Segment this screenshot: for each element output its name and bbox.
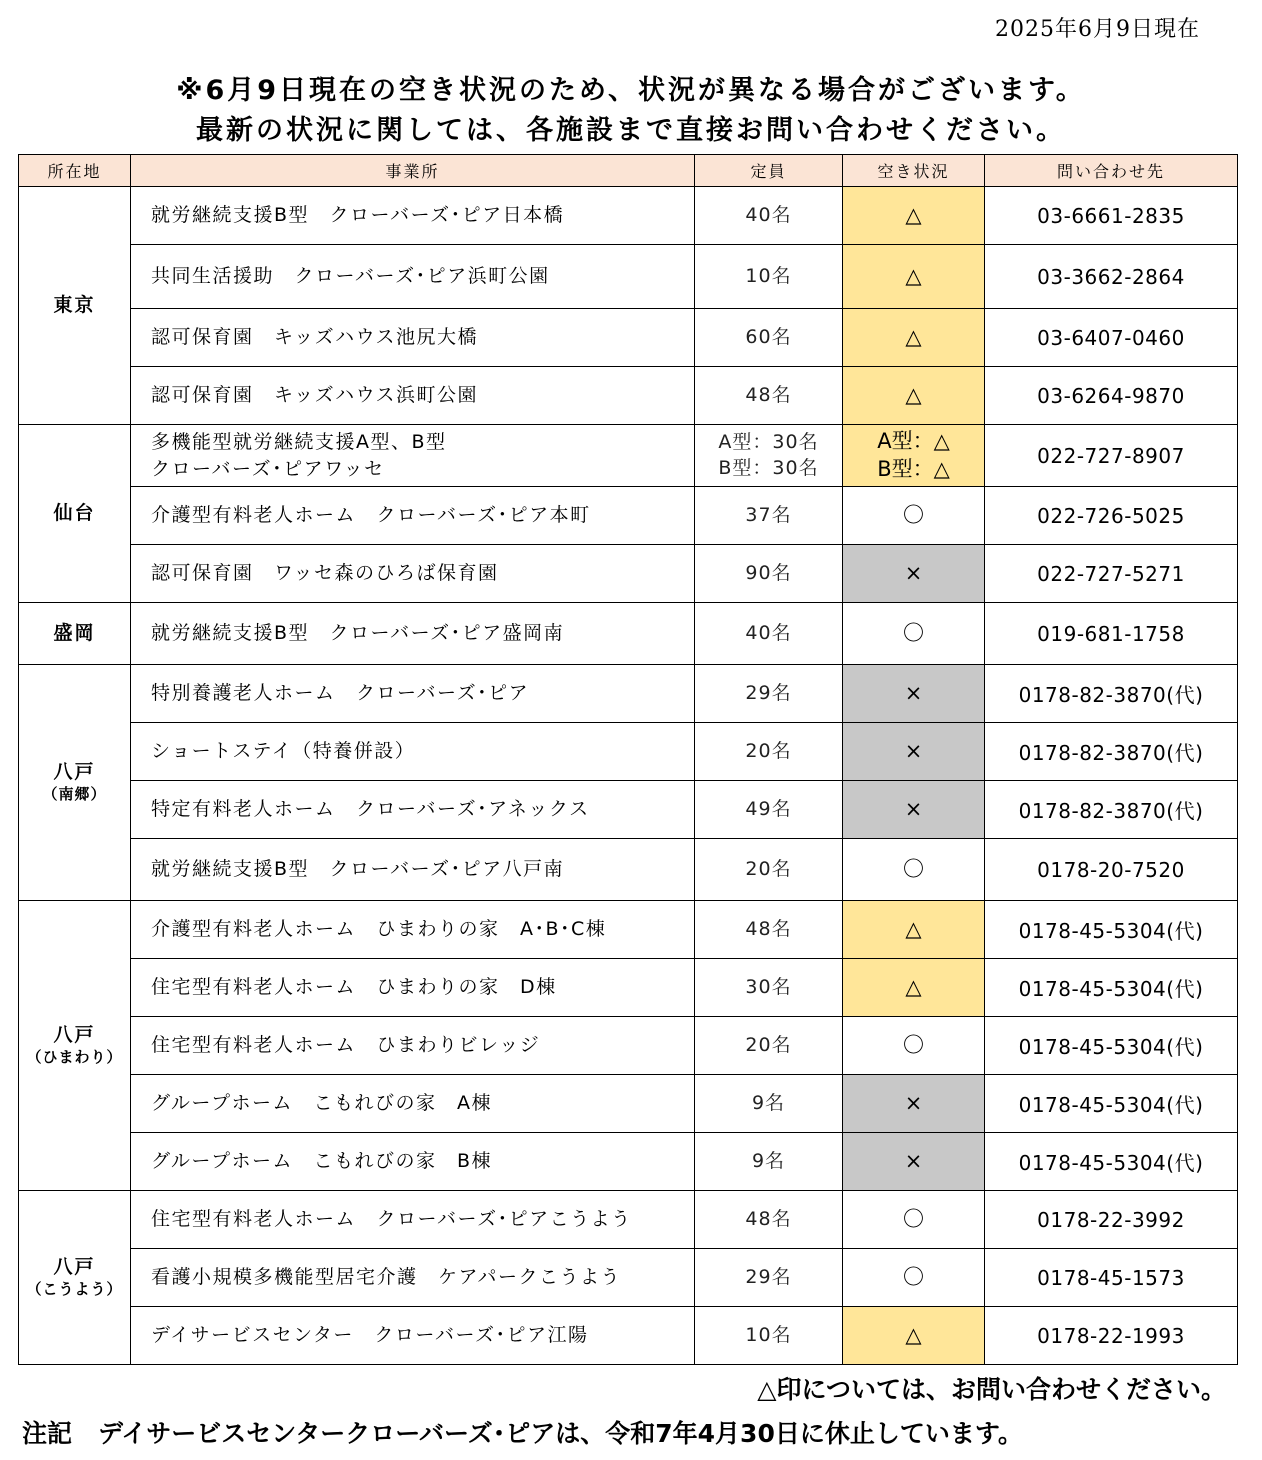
facility-name: 特定有料老人ホーム クローバーズ･アネックス [131,781,695,839]
status: △ [843,959,985,1017]
status: × [843,781,985,839]
facility-name: デイサービスセンター クローバーズ･ピア江陽 [131,1307,695,1365]
table-row [19,1307,1238,1365]
status: 〇 [843,603,985,665]
facility-name-line-1: 多機能型就労継続支援A型、B型 [151,430,447,453]
facility-name-line-2: クローバーズ･ピアワッセ [151,457,385,480]
note-text: デイサービスセンタークローバーズ･ピアは、令和7年4月30日に休止しています。 [98,1419,1023,1448]
table-row [19,367,1238,425]
capacity: 37名 [695,487,843,545]
as-of-date: 2025年6月9日現在 [995,17,1200,42]
contact-phone: 0178-45-1573 [985,1249,1238,1307]
facility-name: 就労継続支援B型 クローバーズ･ピア日本橋 [131,187,695,245]
capacity: 40名 [695,187,843,245]
capacity: 90名 [695,545,843,603]
status: × [843,723,985,781]
contact-phone: 0178-45-5304(代) [985,959,1238,1017]
facility-name: 介護型有料老人ホーム ひまわりの家 A･B･C棟 [131,901,695,959]
facility-name: ショートステイ（特養併設） [131,723,695,781]
contact-phone: 0178-22-1993 [985,1307,1238,1365]
status: × [843,665,985,723]
capacity-line-1: A型：30名 [718,430,819,453]
facility-name: 就労継続支援B型 クローバーズ･ピア八戸南 [131,839,695,901]
notice-line-2: 最新の状況に関しては、各施設まで直接お問い合わせください。 [196,115,1066,146]
facility-name: 住宅型有料老人ホーム ひまわりビレッジ [131,1017,695,1075]
table-row [19,187,1238,245]
location-subname: （南郷） [42,785,107,804]
table-row [19,665,1238,723]
facility-name: 住宅型有料老人ホーム クローバーズ･ピアこうよう [131,1191,695,1249]
location-name: 八戸 [53,1256,96,1279]
capacity: 9名 [695,1133,843,1191]
capacity: 29名 [695,665,843,723]
status: × [843,1133,985,1191]
status: △ [843,901,985,959]
header-capacity: 定員 [695,155,843,187]
capacity: 60名 [695,309,843,367]
contact-phone: 0178-45-5304(代) [985,1017,1238,1075]
header-status: 空き状況 [843,155,985,187]
facility-name: 認可保育園 キッズハウス池尻大橋 [131,309,695,367]
contact-phone: 022-727-8907 [985,425,1238,487]
facility-name [131,425,695,487]
status-line-1: A型：△ [877,429,950,454]
facility-name: 住宅型有料老人ホーム ひまわりの家 D棟 [131,959,695,1017]
table-row [19,723,1238,781]
contact-phone: 0178-82-3870(代) [985,665,1238,723]
status [843,425,985,487]
capacity: 49名 [695,781,843,839]
contact-phone: 0178-22-3992 [985,1191,1238,1249]
capacity-line-2: B型：30名 [718,456,819,479]
location-tokyo: 東京 [19,187,131,425]
table-row [19,603,1238,665]
capacity: 48名 [695,1191,843,1249]
status: △ [843,245,985,309]
table-row [19,781,1238,839]
status: 〇 [843,487,985,545]
capacity: 29名 [695,1249,843,1307]
table-row [19,309,1238,367]
facility-name: 看護小規模多機能型居宅介護 ケアパークこうよう [131,1249,695,1307]
contact-phone: 0178-45-5304(代) [985,901,1238,959]
contact-phone: 0178-45-5304(代) [985,1133,1238,1191]
facility-name: グループホーム こもれびの家 A棟 [131,1075,695,1133]
status: 〇 [843,839,985,901]
table-row [19,245,1238,309]
facility-name: 介護型有料老人ホーム クローバーズ･ピア本町 [131,487,695,545]
status: 〇 [843,1191,985,1249]
table-row [19,1191,1238,1249]
capacity [695,425,843,487]
contact-phone: 03-6661-2835 [985,187,1238,245]
status: 〇 [843,1249,985,1307]
table-row [19,1249,1238,1307]
location-name: 八戸 [53,1024,96,1047]
table-header-row [19,155,1238,187]
status: △ [843,187,985,245]
capacity: 20名 [695,723,843,781]
contact-phone: 03-6407-0460 [985,309,1238,367]
closure-note [22,1414,1023,1450]
capacity: 30名 [695,959,843,1017]
contact-phone: 03-6264-9870 [985,367,1238,425]
table-row [19,1017,1238,1075]
capacity: 48名 [695,901,843,959]
table-row [19,545,1238,603]
capacity: 40名 [695,603,843,665]
capacity: 10名 [695,245,843,309]
capacity: 9名 [695,1075,843,1133]
header-contact: 問い合わせ先 [985,155,1238,187]
status: △ [843,309,985,367]
location-subname: （こうよう） [26,1280,123,1299]
table-row [19,901,1238,959]
status: 〇 [843,1017,985,1075]
table-row [19,959,1238,1017]
status: △ [843,367,985,425]
facility-name: グループホーム こもれびの家 B棟 [131,1133,695,1191]
contact-phone: 0178-45-5304(代) [985,1075,1238,1133]
header-facility: 事業所 [131,155,695,187]
location-subname: （ひまわり） [26,1048,123,1067]
contact-phone: 022-727-5271 [985,545,1238,603]
facility-name: 認可保育園 ワッセ森のひろば保育園 [131,545,695,603]
header-location: 所在地 [19,155,131,187]
status: △ [843,1307,985,1365]
status-line-2: B型：△ [877,456,950,481]
table-row [19,1075,1238,1133]
table-row [19,839,1238,901]
capacity: 20名 [695,1017,843,1075]
table-row [19,1133,1238,1191]
location-hachinohe-himawari [19,901,131,1191]
location-hachinohe-koyo [19,1191,131,1365]
availability-table [18,154,1238,1365]
facility-name: 共同生活援助 クローバーズ･ピア浜町公園 [131,245,695,309]
note-label: 注記 [22,1419,73,1448]
table-row [19,425,1238,487]
status: × [843,1075,985,1133]
location-name: 八戸 [53,761,96,784]
contact-phone: 0178-20-7520 [985,839,1238,901]
facility-name: 特別養護老人ホーム クローバーズ･ピア [131,665,695,723]
capacity: 48名 [695,367,843,425]
facility-name: 認可保育園 キッズハウス浜町公園 [131,367,695,425]
contact-phone: 0178-82-3870(代) [985,781,1238,839]
location-morioka: 盛岡 [19,603,131,665]
table-row [19,487,1238,545]
triangle-note: △印については、お問い合わせください。 [757,1375,1226,1404]
capacity: 20名 [695,839,843,901]
contact-phone: 022-726-5025 [985,487,1238,545]
location-sendai: 仙台 [19,425,131,603]
capacity: 10名 [695,1307,843,1365]
location-hachinohe-nango [19,665,131,901]
facility-name: 就労継続支援B型 クローバーズ･ピア盛岡南 [131,603,695,665]
status: × [843,545,985,603]
contact-phone: 019-681-1758 [985,603,1238,665]
contact-phone: 03-3662-2864 [985,245,1238,309]
notice-line-1: ※6月9日現在の空き状況のため、状況が異なる場合がございます。 [176,75,1086,106]
contact-phone: 0178-82-3870(代) [985,723,1238,781]
